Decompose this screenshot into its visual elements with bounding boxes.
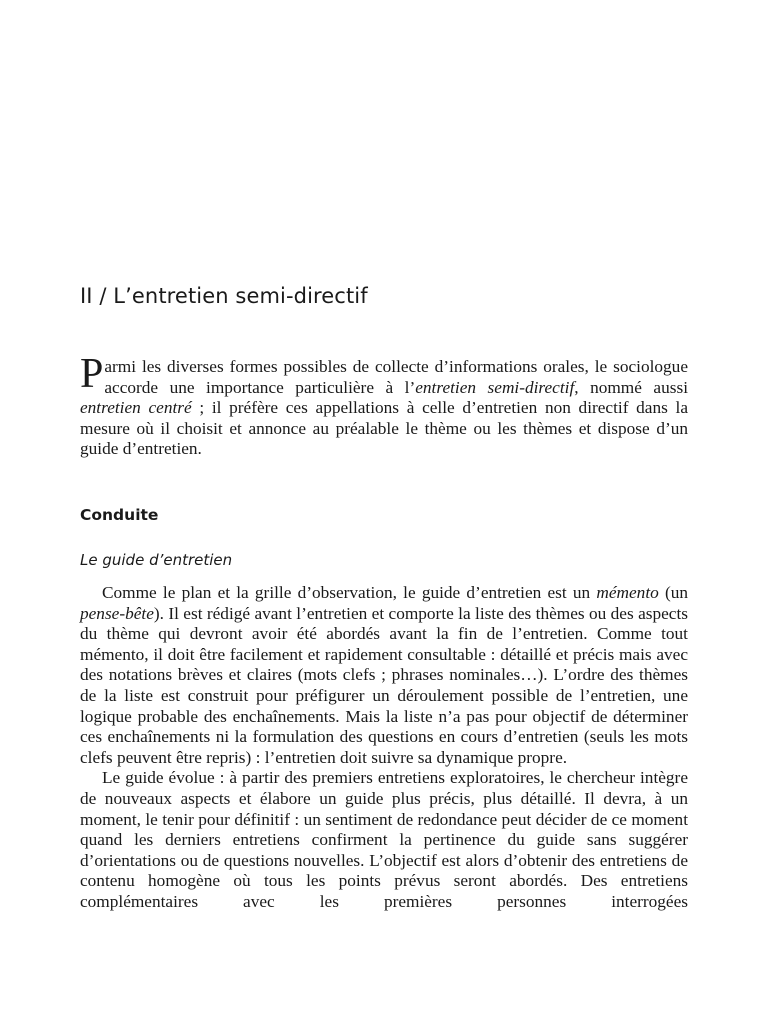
drop-cap: P <box>80 351 104 397</box>
paragraph-1-text-1: Comme le plan et la grille d’observation, le guide d’entretien est un <box>102 583 597 602</box>
paragraph-1-emphasis-1: mémento <box>596 583 659 602</box>
body-text <box>80 583 688 913</box>
subsection-title: Conduite <box>80 506 159 524</box>
intro-text-1: armi les diverses formes possibles de collecte d’informations orales, le sociologue accorde une importance particulière à l’ <box>104 357 688 397</box>
intro-text-3: ; il préfère ces appellations à celle d’entretien non directif dans la mesure où il choisit et annonce au préalable le thème ou les thèmes et dispose d’un guide d’entretien. <box>80 398 688 459</box>
section-title: II / L’entretien semi-directif <box>80 284 368 308</box>
paragraph-1-emphasis-2: pense-bête <box>80 603 154 623</box>
paragraph-1 <box>80 583 688 768</box>
intro-text-2: , nommé aussi <box>574 377 688 397</box>
intro-emphasis-1: entretien semi-directif <box>415 377 575 397</box>
paragraph-1-text-3: ). Il est rédigé avant l’entretien et comporte la liste des thèmes ou des aspects du thème qui devront avoir été abordés avant la fin de l’entretien. Comme tout mémento, il doit être facilement et rapidement consultable : détaillé et précis mais avec des notations brèves et claires (mots clefs ; phrases nominales…). L’ordre des thèmes de la liste est construit pour préfigurer un déroulement possible de l’entretien, une logique probable des enchaînements. Mais la liste n’a pas pour objectif de déterminer ces enchaînements ni la formulation des questions en cours d’entretien (seuls les mots clefs peuvent être repris) : l’entretien doit suivre sa dynamique propre. <box>80 603 688 767</box>
intro-emphasis-2: entretien centré <box>80 398 192 418</box>
paragraph-1-text-2: (un <box>658 583 689 602</box>
subsubsection-title: Le guide d’entretien <box>80 551 233 569</box>
paragraph-2: Le guide évolue : à partir des premiers entretiens exploratoires, le chercheur intègre de nouveaux aspects et élabore un guide plus précis, plus détaillé. Il devra, à un moment, le tenir pour définitif : un sentiment de redondance peut décider de ce moment quand les derniers entretiens confirment la pertinence du guide sans suggérer d’orientations ou de questions nouvelles. L’objectif est alors d’obtenir des entretiens de contenu homogène où tous les points prévus seront abordés. Des entretiens complémentaires avec les premières personnes interrogées <box>80 768 688 911</box>
intro-paragraph <box>80 351 688 460</box>
